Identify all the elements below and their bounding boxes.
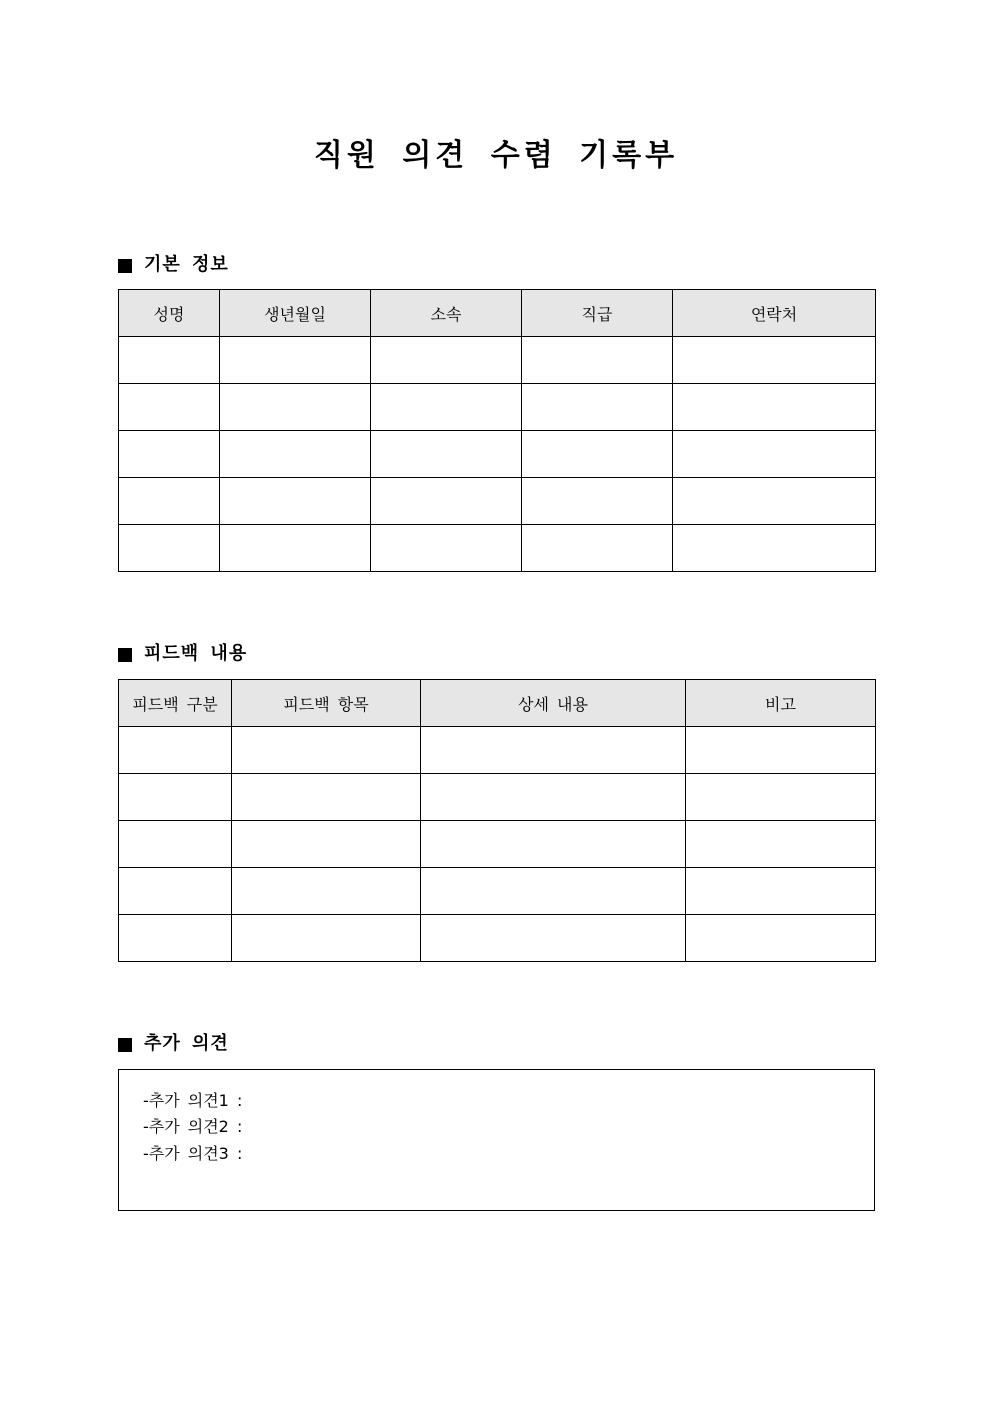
column-header-feedback-category: 피드백 구분 (119, 680, 232, 727)
table-cell[interactable] (371, 384, 522, 431)
table-cell[interactable] (522, 525, 673, 572)
column-header-name: 성명 (119, 290, 220, 337)
table-cell[interactable] (119, 774, 232, 821)
table-cell[interactable] (220, 384, 371, 431)
table-cell[interactable] (686, 727, 876, 774)
table-row (119, 525, 876, 572)
column-header-feedback-item: 피드백 항목 (232, 680, 421, 727)
column-header-details: 상세 내용 (421, 680, 686, 727)
table-cell[interactable] (220, 478, 371, 525)
table-cell[interactable] (421, 915, 686, 962)
table-cell[interactable] (522, 431, 673, 478)
section-heading-feedback (118, 642, 247, 666)
table-cell[interactable] (119, 821, 232, 868)
table-cell[interactable] (522, 384, 673, 431)
table-cell[interactable] (119, 525, 220, 572)
table-cell[interactable] (119, 431, 220, 478)
table-cell[interactable] (119, 384, 220, 431)
additional-opinion-line-2: -추가 의견2 : (143, 1117, 243, 1136)
table-row (119, 337, 876, 384)
table-cell[interactable] (686, 915, 876, 962)
column-header-position: 직급 (522, 290, 673, 337)
table-cell[interactable] (686, 774, 876, 821)
square-bullet-icon (118, 259, 132, 273)
table-row (119, 384, 876, 431)
table-cell[interactable] (686, 868, 876, 915)
table-cell[interactable] (673, 431, 876, 478)
table-row (119, 431, 876, 478)
table-row (119, 774, 876, 821)
square-bullet-icon (118, 648, 132, 662)
table-cell[interactable] (371, 431, 522, 478)
additional-opinions-box[interactable] (118, 1069, 875, 1211)
table-cell[interactable] (232, 821, 421, 868)
table-cell[interactable] (220, 431, 371, 478)
column-header-contact: 연락처 (673, 290, 876, 337)
table-cell[interactable] (119, 915, 232, 962)
table-cell[interactable] (220, 525, 371, 572)
column-header-department: 소속 (371, 290, 522, 337)
table-cell[interactable] (220, 337, 371, 384)
table-cell[interactable] (232, 727, 421, 774)
section-heading-label: 피드백 내용 (144, 643, 248, 664)
table-cell[interactable] (673, 525, 876, 572)
additional-opinion-line-1: -추가 의견1 : (143, 1091, 243, 1110)
table-cell[interactable] (371, 478, 522, 525)
section-heading-label: 기본 정보 (144, 254, 229, 275)
table-cell[interactable] (673, 337, 876, 384)
table-cell[interactable] (421, 821, 686, 868)
additional-opinion-line-3: -추가 의견3 : (143, 1144, 243, 1163)
table-cell[interactable] (371, 525, 522, 572)
table-cell[interactable] (421, 774, 686, 821)
table-cell[interactable] (673, 384, 876, 431)
table-row (119, 478, 876, 525)
square-bullet-icon (118, 1038, 132, 1052)
section-heading-label: 추가 의견 (144, 1033, 229, 1054)
table-header-row (119, 680, 876, 727)
section-heading-basic-info (118, 253, 229, 277)
document-title: 직원 의견 수렴 기록부 (313, 138, 679, 173)
basic-info-table (118, 289, 876, 572)
table-cell[interactable] (686, 821, 876, 868)
table-cell[interactable] (421, 727, 686, 774)
table-header-row (119, 290, 876, 337)
table-row (119, 868, 876, 915)
table-cell[interactable] (522, 337, 673, 384)
table-cell[interactable] (119, 727, 232, 774)
table-cell[interactable] (522, 478, 673, 525)
table-cell[interactable] (119, 337, 220, 384)
table-row (119, 821, 876, 868)
table-cell[interactable] (232, 915, 421, 962)
column-header-remarks: 비고 (686, 680, 876, 727)
column-header-birthdate: 생년월일 (220, 290, 371, 337)
section-heading-additional (118, 1032, 229, 1056)
table-cell[interactable] (673, 478, 876, 525)
table-row (119, 727, 876, 774)
table-cell[interactable] (232, 868, 421, 915)
table-cell[interactable] (421, 868, 686, 915)
table-cell[interactable] (119, 478, 220, 525)
feedback-table (118, 679, 876, 962)
table-cell[interactable] (371, 337, 522, 384)
table-cell[interactable] (232, 774, 421, 821)
table-row (119, 915, 876, 962)
table-cell[interactable] (119, 868, 232, 915)
